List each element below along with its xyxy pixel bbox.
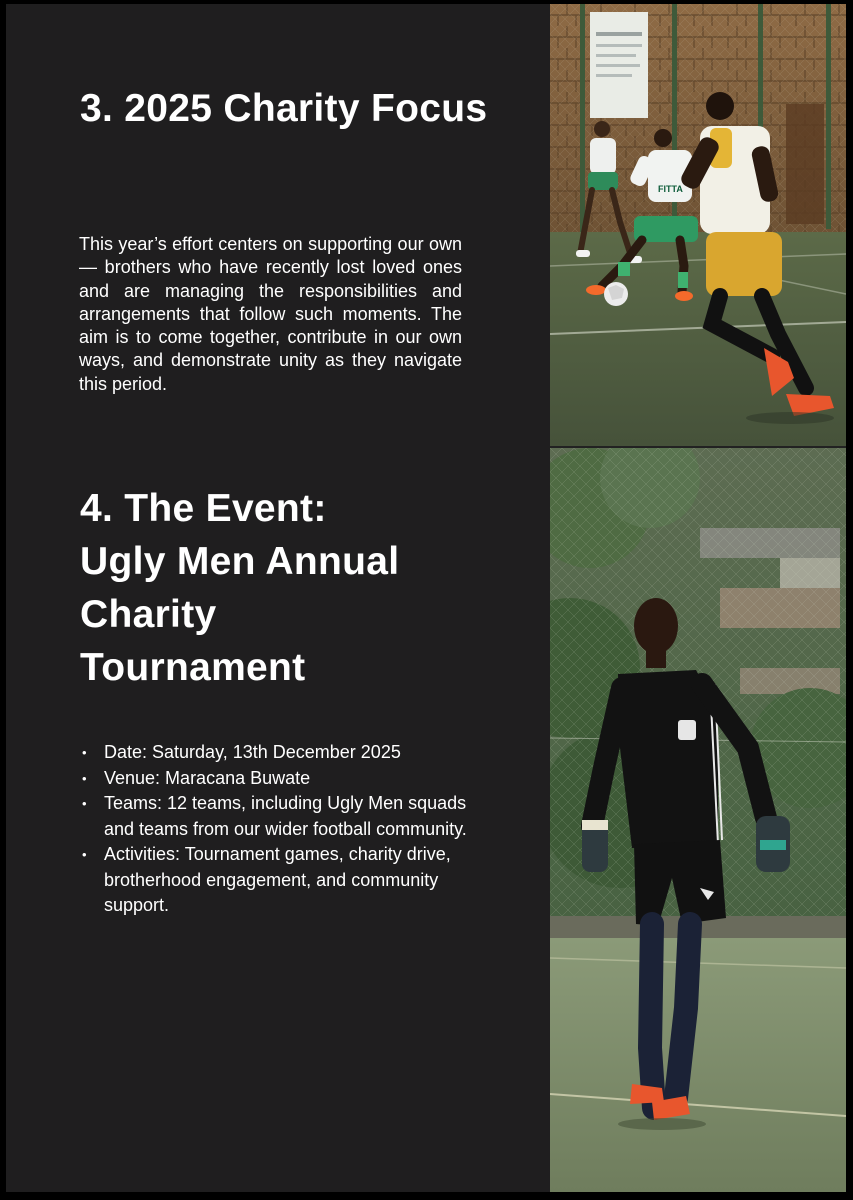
photo-column — [550, 4, 846, 1192]
goalkeeper-photo — [550, 448, 846, 1192]
section-4-heading-line: Charity — [80, 593, 217, 636]
match-action-illustration — [550, 4, 846, 446]
bullet-icon: • — [82, 847, 87, 862]
goalkeeper-illustration — [550, 448, 846, 1192]
section-3-body: This year’s effort centers on supporting our own — brothers who have recently lost loved ones and are managing the responsibilities and arrangements that follow such moments. The aim is to come together, contribute in our own ways, and demonstrate unity as they navigate this period. — [79, 234, 462, 394]
text-panel — [6, 4, 550, 1192]
bullet-icon: • — [82, 796, 87, 811]
event-venue-item — [80, 766, 480, 792]
event-venue-text: Venue: Maracana Buwate — [104, 767, 311, 788]
bullet-icon: • — [82, 745, 87, 760]
event-date-text: Date: Saturday, 13th December 2025 — [104, 742, 401, 762]
event-activities-text: Activities: Tournament games, charity drive, brotherhood engagement, and community support. — [104, 844, 451, 915]
event-details-list — [80, 740, 480, 919]
event-teams-item — [80, 791, 480, 842]
section-4-heading — [80, 482, 540, 694]
section-4-heading-line: Ugly Men Annual — [80, 540, 400, 583]
event-activities-item — [80, 842, 480, 919]
svg-text:FITTA: FITTA — [658, 184, 683, 194]
section-3-heading: 3. 2025 Charity Focus — [80, 87, 488, 130]
match-action-photo — [550, 4, 846, 446]
event-date-item — [80, 740, 480, 766]
section-4-heading-line: 4. The Event: — [80, 487, 327, 530]
bullet-icon: • — [82, 770, 87, 786]
section-4-heading-line: Tournament — [80, 646, 306, 689]
event-teams-text: Teams: 12 teams, including Ugly Men squads and teams from our wider football community. — [104, 793, 467, 839]
